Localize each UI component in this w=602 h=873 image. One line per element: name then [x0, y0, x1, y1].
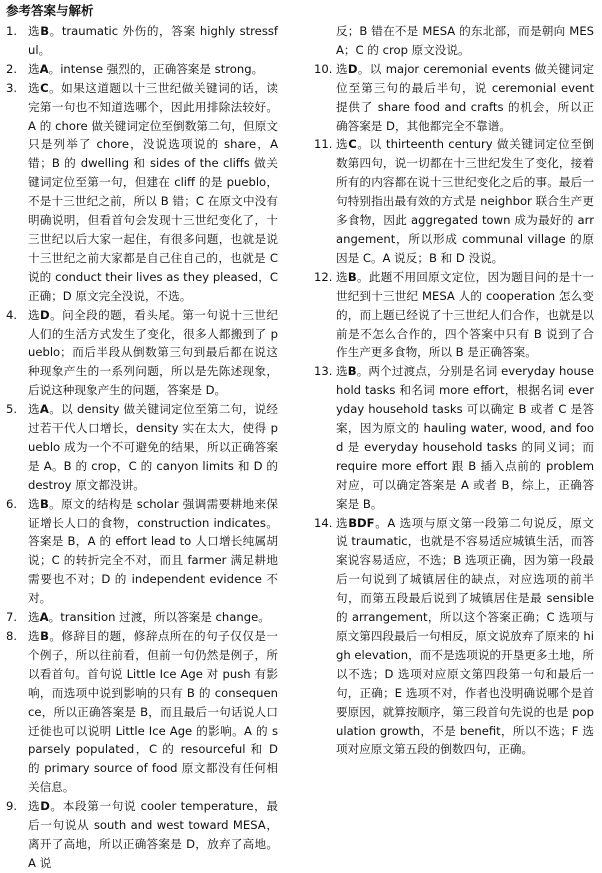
answer-item-14: [314, 514, 594, 760]
item-body: 选BDF。A 选项与原文第一段第二句说反，原文说 traumatic，也就是不容易适应城镇生活，而答案说容易适应，不选；B 选项正确，因为第一段最后一句说到了城镇居住的缺点，对应选项的前半句，而第五段最后说到了城镇居住是最 sensible 的 arrangement，所以这个答案正确；C 选项与原文第四段最后一句相反，原文说放弃了原来的 high elevation，而不是选项说的开垦更多土地，所以不选；D 选项对应原文第四段第一句和最后一句，正确；E 选项不对，作者也没明确说哪个是首要原因，就算按顺序，第三段首句先说的也是 population growth，不是 benefit，所以不选；F 选项对应原文第五段的倒数四句，正确。: [336, 515, 594, 757]
answer-item-5: [6, 400, 278, 495]
answer-item-4: [6, 306, 278, 401]
item-body: 选B。修辞目的题，修辞点所在的句子仅仅是一个例子，所以往前看，但前一句仍然是例子，所以看首句。首句说 Little Ice Age 对 push 有影响，而选项中说到影响的只有 B 的 consequence，所以正确答案是 B，而且最后一句话说人口迁徙也可以说明 Little Ice Age 的影响。A 的 sparsely populated，C 的 resourceful 和 D 的 primary source of food 原文都没有任何相关信息。: [28, 629, 278, 795]
answer-letter: A: [39, 61, 49, 76]
explanation-text: 。此题不用回原文定位，因为题目问的是十一世纪到十三世纪 MESA 人的 cooperation 怎么变的，而上题已经说了十三世纪人们合作，也就是以前是不怎么合作的，四个答案中只有 B 说到了合作生产更多食物，所以 B 是正确答案。: [336, 269, 594, 360]
answer-item-12: [314, 268, 594, 363]
item-body: 选B。两个过渡点，分别是名词 everyday household tasks 和名词 more effort，根据名词 everyday household tasks 可以确定 B 或者 C 是答案，因为原文的 hauling water, wood, and food 是 everyday household tasks 的同义词；而 require more effort 跟 B 插入点前的 problem 对应，可以确定答案是 A 或者 B，综上，正确答案是 B。: [336, 364, 594, 511]
item-number: 11.: [314, 137, 333, 152]
item-number: 14.: [314, 515, 333, 530]
answer-item-9-continued: [314, 22, 594, 60]
answer-item-3: [6, 79, 278, 306]
answer-item-8: [6, 627, 278, 797]
item-body: 选C。以 thirteenth century 做关键词定位至倒数第四句，说一切都在十三世纪发生了变化，接着所有的内容都在说十三世纪变化之后的事。最后一句特别指出最有效的方式是 neighbor 联合生产更多食物，因此 aggregated town 成为最好的 arrangement，所以形成 communal village 的原因是 C。A 说反；B 和 D 没说。: [336, 137, 594, 265]
item-number: 7.: [6, 610, 18, 625]
item-body: 选B。原文的结构是 scholar 强调需要耕地来保证增长人口的食物，construction indicates。答案是 B，A 的 effort lead to 人口增长纯属胡说；C 的转折完全不对，而且 farmer 满足耕地需要也不对；D 的 independent evidence 不对。: [28, 496, 278, 606]
item-number: 10.: [314, 61, 333, 76]
explanation-text: 。以 density 做关键词定位至第二句，说经过若干代人口增长，density 实在太大，使得 pueblo 成为一个不可避免的结果，所以正确答案是 A。B 的 crop，C 的 canyon limits 和 D 的 destroy 原文都没讲。: [28, 402, 278, 492]
answer-letter: D: [40, 799, 50, 814]
continued-text: 反；B 错在不是 MESA 的东北部，而是朝向 MESA；C 的 crop 原文没说。: [336, 24, 594, 57]
answer-letter: A: [39, 610, 49, 625]
explanation-text: 。intense 强烈的，正确答案是 strong。: [48, 61, 264, 76]
answer-letter: B: [40, 629, 49, 643]
explanation-text: 。transition 过渡，所以答案是 change。: [48, 610, 270, 625]
item-body: 选A。以 density 做关键词定位至第二句，说经过若干代人口增长，density 实在太大，使得 pueblo 成为一个不可避免的结果，所以正确答案是 A。B 的 crop，C 的 canyon limits 和 D 的 destroy 原文都没讲。: [28, 402, 278, 492]
item-body: 选D。以 major ceremonial events 做关键词定位至第三句的最后半句，说 ceremonial event 提供了 share food and crafts 的机会，所以正确答案是 D，其他都完全不靠谱。: [336, 61, 594, 133]
answer-item-6: [6, 495, 278, 608]
explanation-text: 。两个过渡点，分别是名词 everyday household tasks 和名词 more effort，根据名词 everyday household tasks 可以确定 B 或者 C 是答案，因为原文的 hauling water, wood, and food 是 everyday household tasks 的同义词；而 require more effort 跟 B 插入点前的 problem 对应，可以确定答案是 A 或者 B，综上，正确答案是 B。: [336, 364, 594, 511]
answer-letter: D: [40, 307, 50, 322]
answer-letter: B: [40, 24, 50, 38]
answer-letter: B: [347, 269, 357, 284]
answer-letter: C: [348, 137, 357, 152]
explanation-text: 。以 major ceremonial events 做关键词定位至第三句的最后半句，说 ceremonial event 提供了 share food and crafts 的机会，所以正确答案是 D，其他都完全不靠谱。: [336, 61, 594, 133]
answer-item-1: [6, 22, 278, 60]
answer-item-11: [314, 135, 594, 267]
item-body: 选B。此题不用回原文定位，因为题目问的是十一世纪到十三世纪 MESA 人的 cooperation 怎么变的，而上题已经说了十三世纪人们合作，也就是以前是不怎么合作的，四个答案中只有 B 说到了合作生产更多食物，所以 B 是正确答案。: [336, 269, 594, 360]
item-number: 4.: [6, 307, 18, 322]
item-body: 选C。如果这道题以十三世纪做关键词的话，读完第一句也不知道选哪个，因此用排除法较好。A 的 chore 做关键词定位至倒数第二句，但原文只是列举了 chore，没说选项说的 share，A 错；B 的 dwelling 和 sides of the cliffs 做关键词定位至第一句，但建在 cliff 的是 pueblo，不是十三世纪之前，所以 B 错；C 在原文中没有明确说明，但看首句会发现十三世纪变化了，十三世纪以后大家一起住，有很多问题，也就是说十三世纪之前大家都是自己住自己的，也就是 C 说的 conduct their lives as they pleased，C 正确；D 原文完全没说，不选。: [28, 80, 278, 303]
item-body: 选B。traumatic 外伤的，答案 highly stressful。: [28, 24, 278, 57]
left-column: [6, 22, 278, 873]
answer-item-2: [6, 60, 278, 79]
answer-item-13: [314, 362, 594, 513]
answer-letter: A: [39, 402, 49, 417]
item-number: 6.: [6, 496, 18, 511]
explanation-text: 。问全段的题，看头尾。第一句说十三世纪人们的生活方式发生了变化，很多人都搬到了 pueblo；而后半段从倒数第三句到最后都在说这种现象产生的一系列问题，所以是先陈述现象，后说这种现象产生的问题，答案是 D。: [28, 307, 278, 398]
item-number: 12.: [314, 269, 333, 284]
item-body: 选A。intense 强烈的，正确答案是 strong。: [28, 61, 264, 76]
answer-item-7: [6, 608, 278, 627]
explanation-text: 。修辞目的题，修辞点所在的句子仅仅是一个例子，所以往前看，但前一句仍然是例子，所以看首句。首句说 Little Ice Age 对 push 有影响，而选项中说到影响的只有 B 的 consequence，所以正确答案是 B，而且最后一句话说人口迁徙也可以说明 Little Ice Age 的影响。A 的 sparsely populated，C 的 resourceful 和 D 的 primary source of food 原文都没有任何相关信息。: [28, 629, 278, 795]
answer-letter: B: [347, 364, 357, 379]
item-number: 1.: [6, 24, 18, 38]
right-column: [314, 22, 594, 759]
answer-item-9: [6, 797, 278, 873]
explanation-text: 。A 选项与原文第一段第二句说反，原文说 traumatic，也就是不容易适应城镇生活，而答案说容易适应，不选；B 选项正确，因为第一段最后一句说到了城镇居住的缺点，对应选项的前半句，而第五段最后说到了城镇居住是最 sensible 的 arrangement，所以这个答案正确；C 选项与原文第四段最后一句相反，原文说放弃了原来的 high elevation，而不是选项说的开垦更多土地，所以不选；D 选项对应原文第四段第一句和最后一句，正确；E 选项不对，作者也没明确说哪个是首要原因，就算按顺序，第三段首句先说的也是 population growth，不是 benefit，所以不选；F 选项对应原文第五段的倒数四句，正确。: [336, 515, 594, 757]
item-body: 选A。transition 过渡，所以答案是 change。: [28, 610, 270, 625]
item-number: 2.: [6, 61, 18, 76]
answer-letter: D: [347, 61, 358, 76]
item-body: 选D。本段第一句说 cooler temperature，最后一句说从 south and west toward MESA，离开了高地，所以正确答案是 D，放弃了高地。A 说: [28, 799, 278, 870]
item-number: 5.: [6, 402, 18, 417]
answer-letter: B: [39, 496, 49, 511]
explanation-text: 。以 thirteenth century 做关键词定位至倒数第四句，说一切都在十三世纪发生了变化，接着所有的内容都在说十三世纪变化之后的事。最后一句特别指出最有效的方式是 neighbor 联合生产更多食物，因此 aggregated town 成为最好的 arrangement，所以形成 communal village 的原因是 C。A 说反；B 和 D 没说。: [336, 137, 594, 265]
item-number: 9.: [6, 799, 18, 814]
explanation-text: 。本段第一句说 cooler temperature，最后一句说从 south and west toward MESA，离开了高地，所以正确答案是 D，放弃了高地。A 说: [28, 799, 278, 870]
item-number: 3.: [6, 80, 18, 95]
explanation-text: 。原文的结构是 scholar 强调需要耕地来保证增长人口的食物，construction indicates。答案是 B，A 的 effort lead to 人口增长纯属胡说；C 的转折完全不对，而且 farmer 满足耕地需要也不对；D 的 independent evidence 不对。: [28, 496, 278, 606]
item-number: 8.: [6, 629, 18, 643]
item-number: 13.: [314, 364, 333, 379]
explanation-text: 。如果这道题以十三世纪做关键词的话，读完第一句也不知道选哪个，因此用排除法较好。A 的 chore 做关键词定位至倒数第二句，但原文只是列举了 chore，没说选项说的 share，A 错；B 的 dwelling 和 sides of the cliffs 做关键词定位至第一句，但建在 cliff 的是 pueblo，不是十三世纪之前，所以 B 错；C 在原文中没有明确说明，但看首句会发现十三世纪变化了，十三世纪以后大家一起住，有很多问题，也就是说十三世纪之前大家都是自己住自己的，也就是 C 说的 conduct their lives as they pleased，C 正确；D 原文完全没说，不选。: [28, 80, 278, 303]
answer-letter: BDF: [348, 515, 375, 530]
page-title: 参考答案与解析: [6, 3, 94, 18]
answer-item-10: [314, 60, 594, 136]
explanation-text: 。traumatic 外伤的，答案 highly stressful。: [28, 24, 278, 57]
item-body: 选D。问全段的题，看头尾。第一句说十三世纪人们的生活方式发生了变化，很多人都搬到了 pueblo；而后半段从倒数第三句到最后都在说这种现象产生的一系列问题，所以是先陈述现象，后说这种现象产生的问题，答案是 D。: [28, 307, 278, 398]
answer-letter: C: [40, 80, 49, 95]
